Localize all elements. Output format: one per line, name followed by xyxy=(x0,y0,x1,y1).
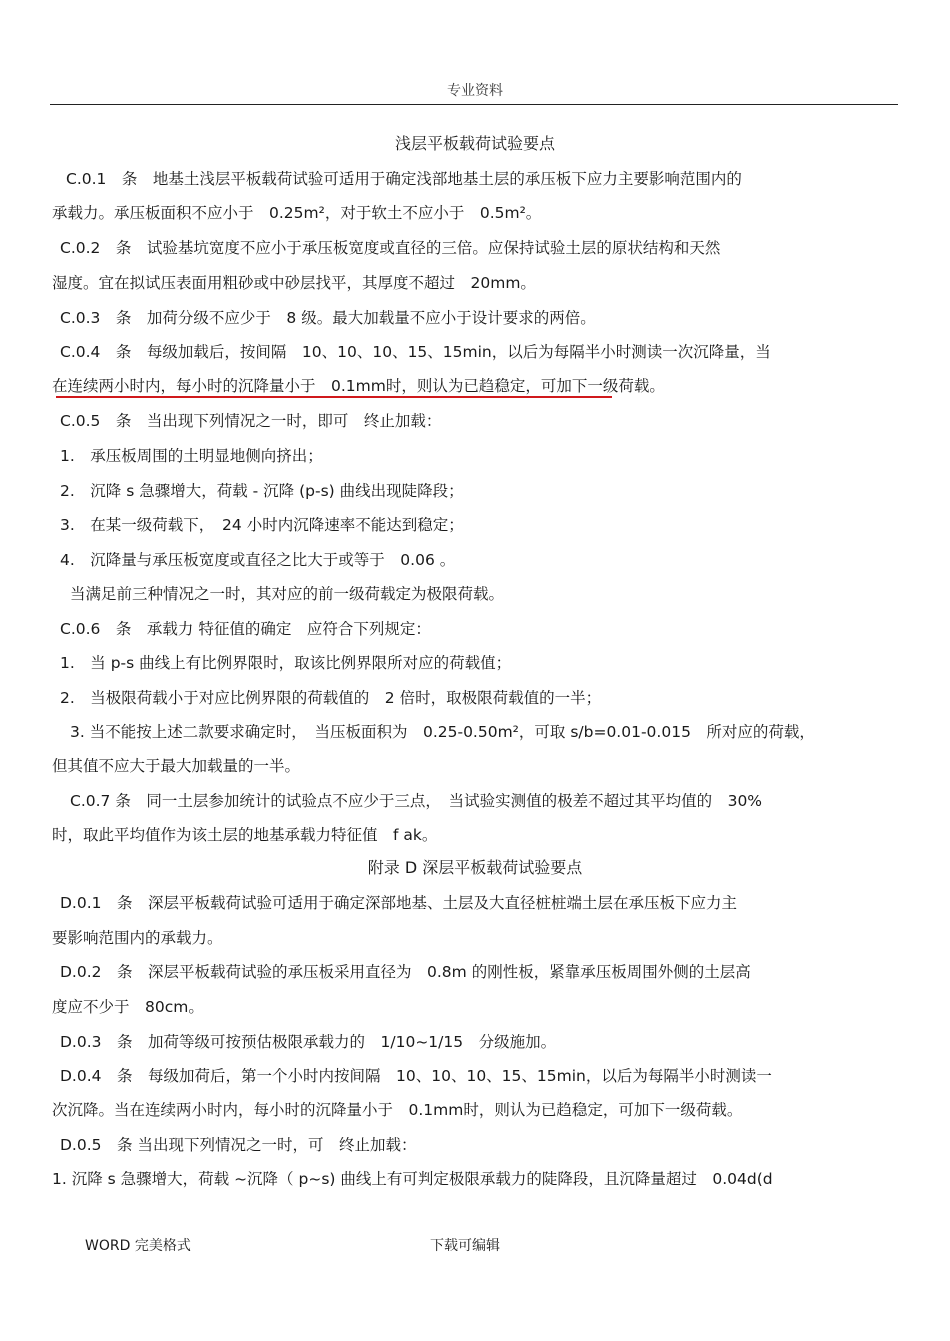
text-line: C.0.5 条 当出现下列情况之一时，即可 终止加载： xyxy=(60,412,442,430)
text-line: 湿度。宜在拟试压表面用粗砂或中砂层找平，其厚度不超过 20mm。 xyxy=(52,274,536,292)
text-line: C.0.2 条 试验基坑宽度不应小于承压板宽度或直径的三倍。应保持试验土层的原状结构和天然 xyxy=(60,239,721,257)
text-line: 1. 当 p-s 曲线上有比例界限时，取该比例界限所对应的荷载值； xyxy=(60,654,512,672)
footer-left: WORD 完美格式 xyxy=(85,1238,191,1254)
text-line: 2. 当极限荷载小于对应比例界限的荷载值的 2 倍时，取极限荷载值的一半； xyxy=(60,689,602,707)
text-line: 1. 承压板周围的土明显地侧向挤出； xyxy=(60,447,323,465)
text-line: 但其值不应大于最大加载量的一半。 xyxy=(52,757,301,775)
text-line: 时，取此平均值作为该土层的地基承载力特征值 f ak。 xyxy=(52,826,438,844)
text-line: 当满足前三种情况之一时，其对应的前一级荷载定为极限荷载。 xyxy=(70,585,505,603)
text-line: D.0.1 条 深层平板载荷试验可适用于确定深部地基、土层及大直径桩桩端土层在承压板下应力主 xyxy=(60,894,738,912)
text-line: 1. 沉降 s 急骤增大，荷载 ~沉降（ p~s) 曲线上有可判定极限承载力的陡降段，且沉降量超过 0.04d(d xyxy=(52,1170,773,1188)
text-line: 4. 沉降量与承压板宽度或直径之比大于或等于 0.06 。 xyxy=(60,551,456,569)
text-line: 度应不少于 80cm。 xyxy=(52,998,204,1016)
text-line: C.0.6 条 承载力 特征值的确定 应符合下列规定： xyxy=(60,620,431,638)
text-line: 2. 沉降 s 急骤增大，荷载 - 沉降 (p-s) 曲线出现陡降段； xyxy=(60,482,464,500)
text-line: C.0.1 条 地基土浅层平板载荷试验可适用于确定浅部地基土层的承压板下应力主要影响范围内的 xyxy=(66,170,742,188)
header-divider xyxy=(50,104,898,105)
text-line: C.0.7 条 同一土层参加统计的试验点不应少于三点， 当试验实测值的极差不超过其平均值的 30% xyxy=(70,792,763,810)
text-line: C.0.3 条 加荷分级不应少于 8 级。最大加载量不应小于设计要求的两倍。 xyxy=(60,309,596,327)
text-line: C.0.4 条 每级加载后，按间隔 10、10、10、15、15min，以后为每隔半小时测读一次沉降量，当 xyxy=(60,343,771,361)
text-line: 3. 当不能按上述二款要求确定时， 当压板面积为 0.25-0.50m²，可取 s/b=0.01-0.015 所对应的荷载， xyxy=(70,723,815,741)
text-line: 承载力。承压板面积不应小于 0.25m²，对于软土不应小于 0.5m²。 xyxy=(52,204,542,222)
document-title: 浅层平板载荷试验要点 xyxy=(394,134,555,153)
text-line: D.0.2 条 深层平板载荷试验的承压板采用直径为 0.8m 的刚性板，紧靠承压板周围外侧的土层高 xyxy=(60,963,751,981)
text-line: 次沉降。当在连续两小时内，每小时的沉降量小于 0.1mm时，则认为已趋稳定，可加下一级荷载。 xyxy=(52,1101,743,1119)
text-line: D.0.4 条 每级加荷后，第一个小时内按间隔 10、10、10、15、15min，以后为每隔半小时测读一 xyxy=(60,1067,772,1085)
text-line: D.0.3 条 加荷等级可按预估极限承载力的 1/10~1/15 分级施加。 xyxy=(60,1033,557,1051)
text-line: 3. 在某一级荷载下， 24 小时内沉降速率不能达到稳定； xyxy=(60,516,464,534)
text-line: D.0.5 条 当出现下列情况之一时，可 终止加载： xyxy=(60,1136,417,1154)
page-header: 专业资料 xyxy=(447,83,503,99)
text-line: 要影响范围内的承载力。 xyxy=(52,929,223,947)
text-line: 在连续两小时内，每小时的沉降量小于 0.1mm时，则认为已趋稳定，可加下一级荷载。 xyxy=(52,377,665,395)
footer-center: 下载可编辑 xyxy=(430,1238,500,1254)
red-underline-annotation xyxy=(56,396,612,398)
section-title: 附录 D 深层平板载荷试验要点 xyxy=(367,858,583,877)
